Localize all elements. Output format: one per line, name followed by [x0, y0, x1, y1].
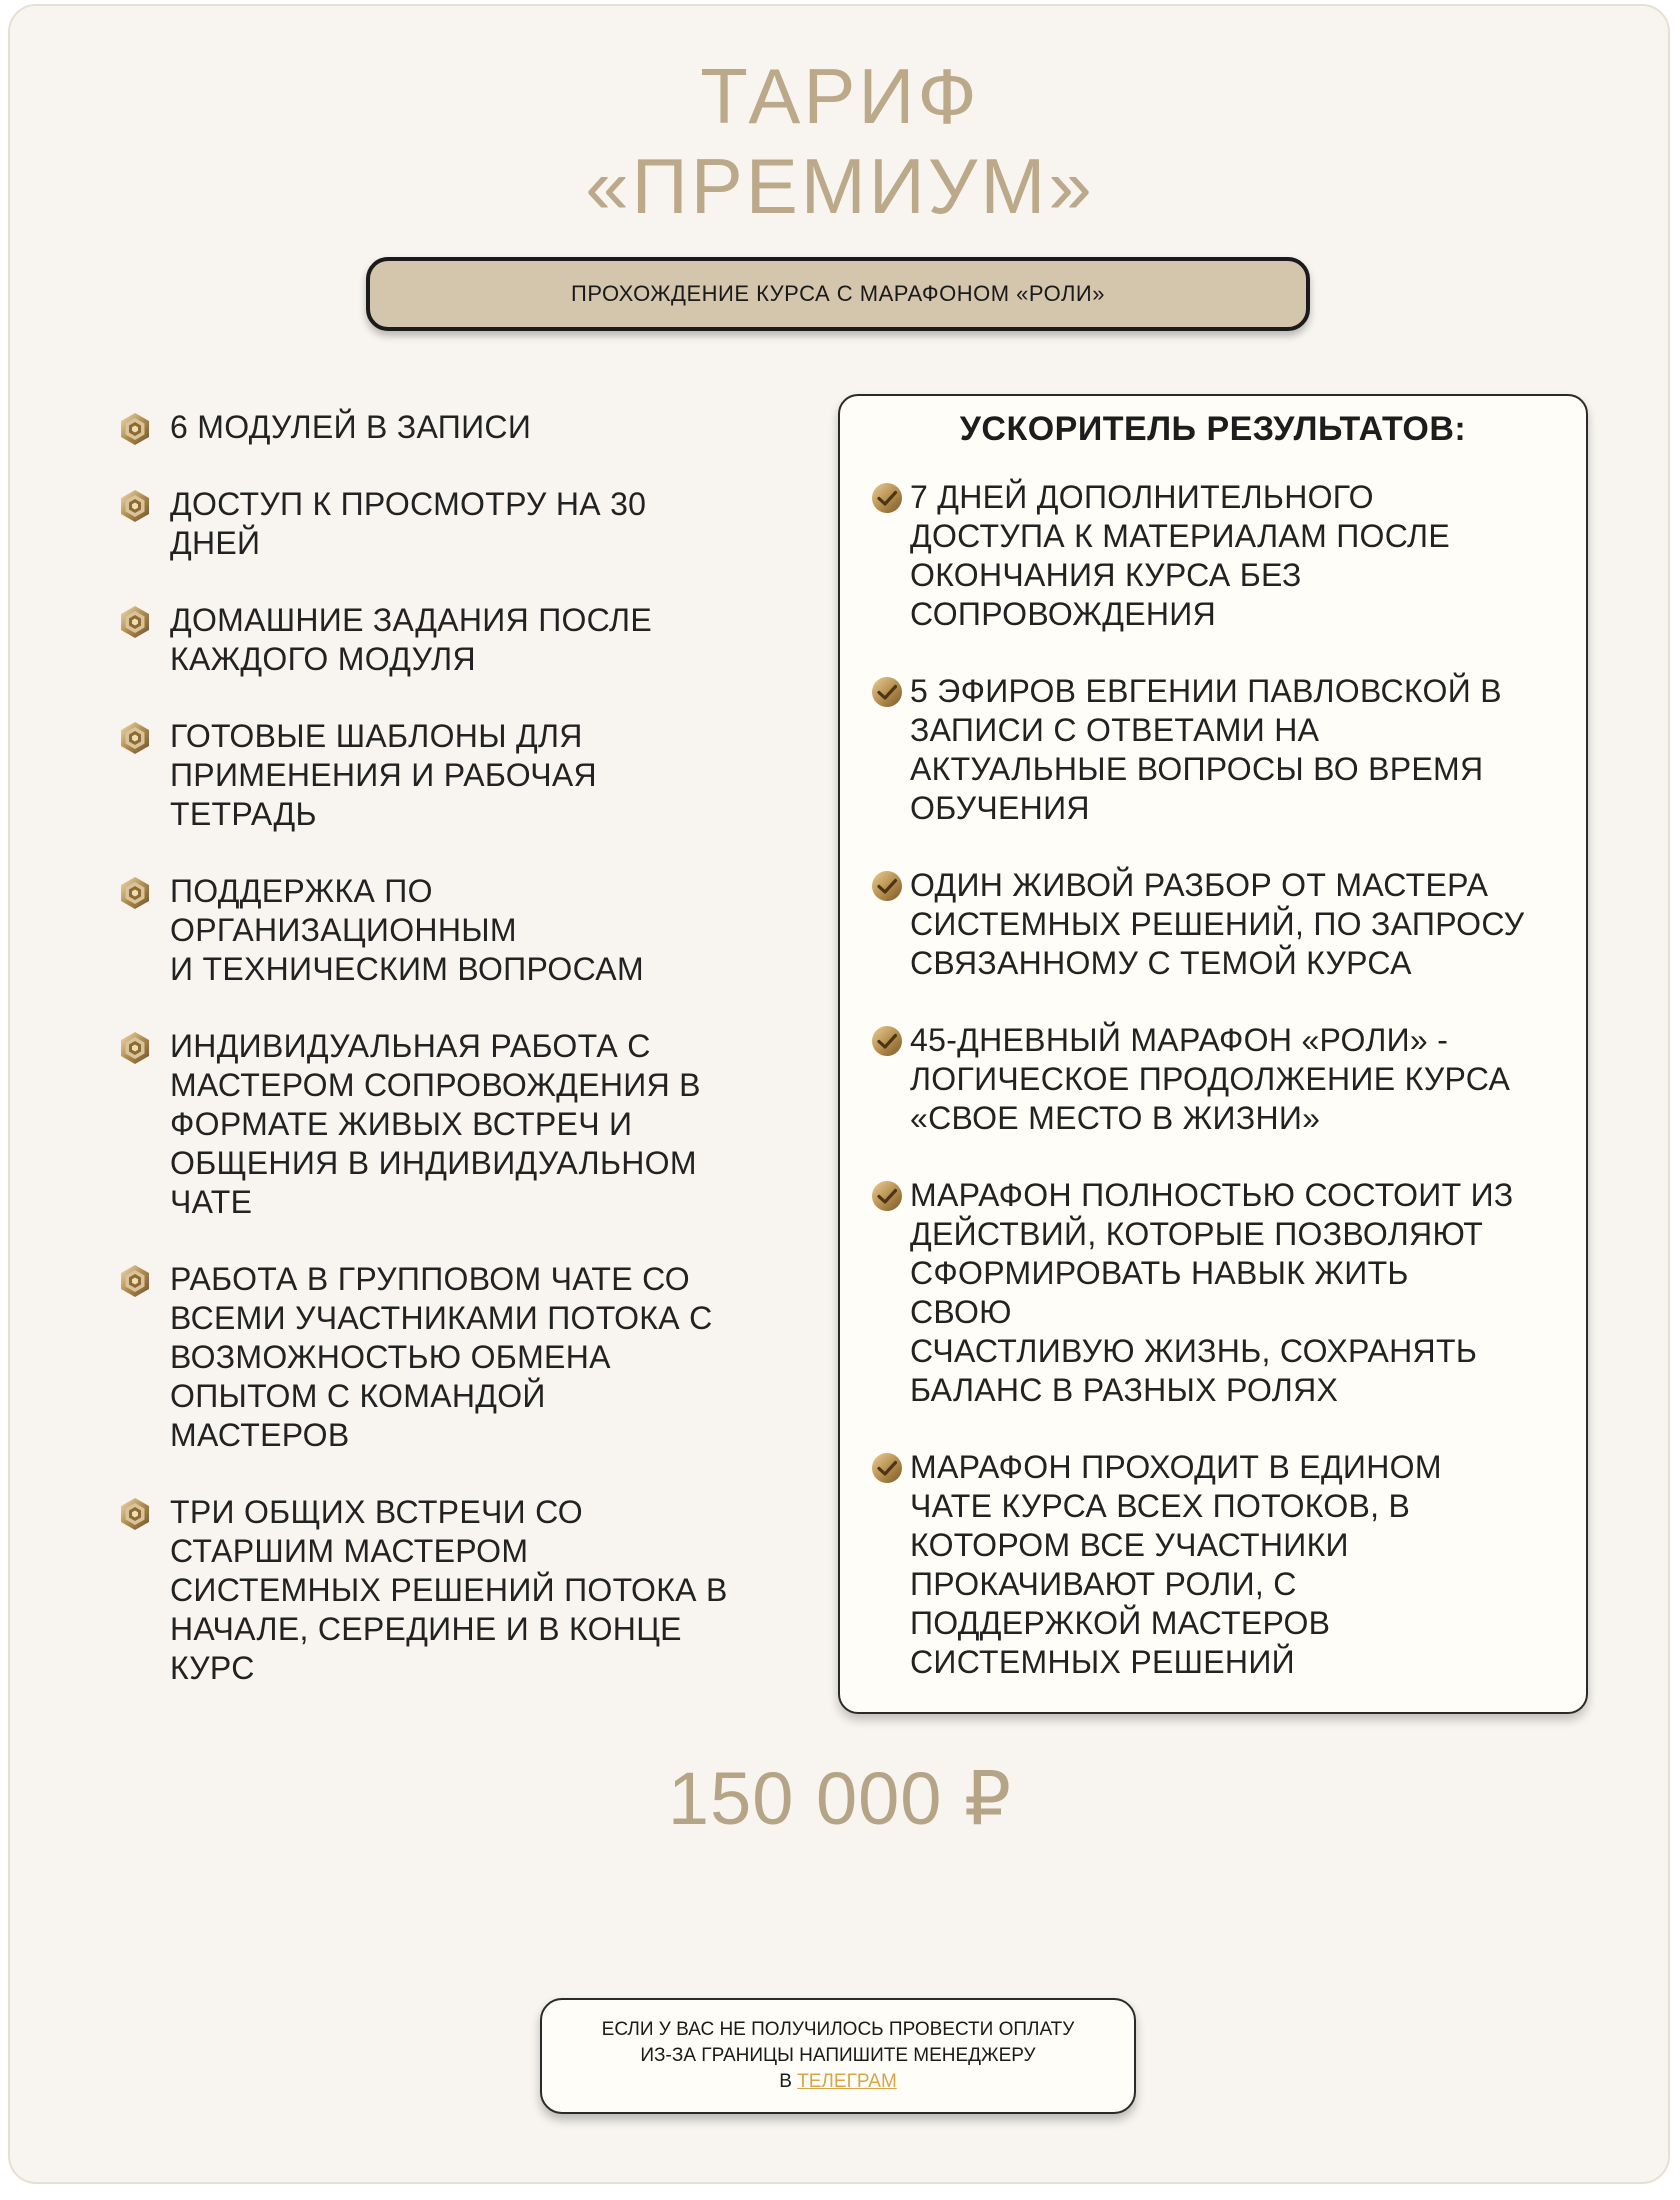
feature-text: ДОМАШНИЕ ЗАДАНИЯ ПОСЛЕ КАЖДОГО МОДУЛЯ [170, 602, 652, 677]
accelerator-item [870, 1021, 1570, 1138]
hexagon-bullet-icon [118, 721, 152, 755]
gold-check-icon [870, 1024, 904, 1058]
feature-item [118, 485, 778, 563]
hexagon-bullet-icon [118, 1497, 152, 1531]
payment-note [540, 1998, 1136, 2114]
note-line-2: ИЗ-ЗА ГРАНИЦЫ НАПИШИТЕ МЕНЕДЖЕРУ [640, 2045, 1036, 2066]
feature-text: ДОСТУП К ПРОСМОТРУ НА 30 ДНЕЙ [170, 486, 647, 561]
feature-text: ТРИ ОБЩИХ ВСТРЕЧИ СО СТАРШИМ МАСТЕРОМ СИСТЕМНЫХ РЕШЕНИЙ ПОТОКА В НАЧАЛЕ, СЕРЕДИНЕ И В КОНЦЕ КУРС [170, 1494, 728, 1686]
accelerator-title: УСКОРИТЕЛЬ РЕЗУЛЬТАТОВ: [959, 410, 1467, 448]
feature-text: 6 МОДУЛЕЙ В ЗАПИСИ [170, 409, 532, 445]
accelerator-item [870, 672, 1570, 828]
feature-item [118, 601, 778, 679]
feature-item [118, 1027, 778, 1222]
accelerator-item [870, 866, 1570, 983]
accelerator-text: 45-ДНЕВНЫЙ МАРАФОН «РОЛИ» - ЛОГИЧЕСКОЕ ПРОДОЛЖЕНИЕ КУРСА «СВОЕ МЕСТО В ЖИЗНИ» [910, 1022, 1511, 1136]
hexagon-bullet-icon [118, 1031, 152, 1065]
accelerator-item [870, 1448, 1570, 1682]
accelerator-list [870, 478, 1570, 1720]
accelerator-box [838, 394, 1588, 1714]
hexagon-bullet-icon [118, 876, 152, 910]
telegram-link[interactable]: ТЕЛЕГРАМ [797, 2071, 897, 2092]
subtitle-text: ПРОХОЖДЕНИЕ КУРСА С МАРАФОНОМ «РОЛИ» [571, 281, 1105, 306]
features-list [118, 408, 778, 1726]
note-line-1: ЕСЛИ У ВАС НЕ ПОЛУЧИЛОСЬ ПРОВЕСТИ ОПЛАТУ [601, 2019, 1075, 2040]
hexagon-bullet-icon [118, 605, 152, 639]
note-prefix: В [779, 2071, 798, 2092]
feature-text: ИНДИВИДУАЛЬНАЯ РАБОТА С МАСТЕРОМ СОПРОВОЖДЕНИЯ В ФОРМАТЕ ЖИВЫХ ВСТРЕЧ И ОБЩЕНИЯ В ИНДИВИДУАЛЬНОМ ЧАТЕ [170, 1028, 701, 1220]
gold-check-icon [870, 1451, 904, 1485]
accelerator-text: 7 ДНЕЙ ДОПОЛНИТЕЛЬНОГО ДОСТУПА К МАТЕРИАЛАМ ПОСЛЕ ОКОНЧАНИЯ КУРСА БЕЗ СОПРОВОЖДЕНИЯ [910, 479, 1451, 632]
accelerator-item [870, 1176, 1570, 1410]
hexagon-bullet-icon [118, 489, 152, 523]
accelerator-text: МАРАФОН ПОЛНОСТЬЮ СОСТОИТ ИЗ ДЕЙСТВИЙ, КОТОРЫЕ ПОЗВОЛЯЮТ СФОРМИРОВАТЬ НАВЫК ЖИТЬ СВОЮ СЧАСТЛИВУЮ ЖИЗНЬ, СОХРАНЯТЬ БАЛАНС В РАЗНЫХ РОЛЯХ [910, 1177, 1514, 1408]
tariff-title: ТАРИФ [700, 52, 980, 140]
subtitle-badge [366, 257, 1310, 331]
gold-check-icon [870, 869, 904, 903]
gold-check-icon [870, 675, 904, 709]
feature-text: ГОТОВЫЕ ШАБЛОНЫ ДЛЯ ПРИМЕНЕНИЯ И РАБОЧАЯ ТЕТРАДЬ [170, 718, 597, 832]
note-line-3 [779, 2069, 897, 2095]
tariff-name: «ПРЕМИУМ» [585, 142, 1095, 230]
accelerator-text: ОДИН ЖИВОЙ РАЗБОР ОТ МАСТЕРА СИСТЕМНЫХ РЕШЕНИЙ, ПО ЗАПРОСУ СВЯЗАННОМУ С ТЕМОЙ КУРСА [910, 867, 1525, 981]
gold-check-icon [870, 481, 904, 515]
feature-item [118, 1260, 778, 1455]
accelerator-text: 5 ЭФИРОВ ЕВГЕНИИ ПАВЛОВСКОЙ В ЗАПИСИ С ОТВЕТАМИ НА АКТУАЛЬНЫЕ ВОПРОСЫ ВО ВРЕМЯ ОБУЧЕНИЯ [910, 673, 1502, 826]
hexagon-bullet-icon [118, 1264, 152, 1298]
hexagon-bullet-icon [118, 412, 152, 446]
feature-item [118, 872, 778, 989]
feature-item [118, 408, 778, 447]
accelerator-item [870, 478, 1570, 634]
feature-item [118, 1493, 778, 1688]
accelerator-text: МАРАФОН ПРОХОДИТ В ЕДИНОМ ЧАТЕ КУРСА ВСЕХ ПОТОКОВ, В КОТОРОМ ВСЕ УЧАСТНИКИ ПРОКАЧИВАЮТ РОЛИ, С ПОДДЕРЖКОЙ МАСТЕРОВ СИСТЕМНЫХ РЕШЕНИЙ [910, 1449, 1442, 1680]
price: 150 000 ₽ [667, 1757, 1013, 1840]
feature-text: РАБОТА В ГРУППОВОМ ЧАТЕ СО ВСЕМИ УЧАСТНИКАМИ ПОТОКА С ВОЗМОЖНОСТЬЮ ОБМЕНА ОПЫТОМ С КОМАНДОЙ МАСТЕРОВ [170, 1261, 713, 1453]
feature-item [118, 717, 778, 834]
gold-check-icon [870, 1179, 904, 1213]
feature-text: ПОДДЕРЖКА ПО ОРГАНИЗАЦИОННЫМ И ТЕХНИЧЕСКИМ ВОПРОСАМ [170, 873, 644, 987]
